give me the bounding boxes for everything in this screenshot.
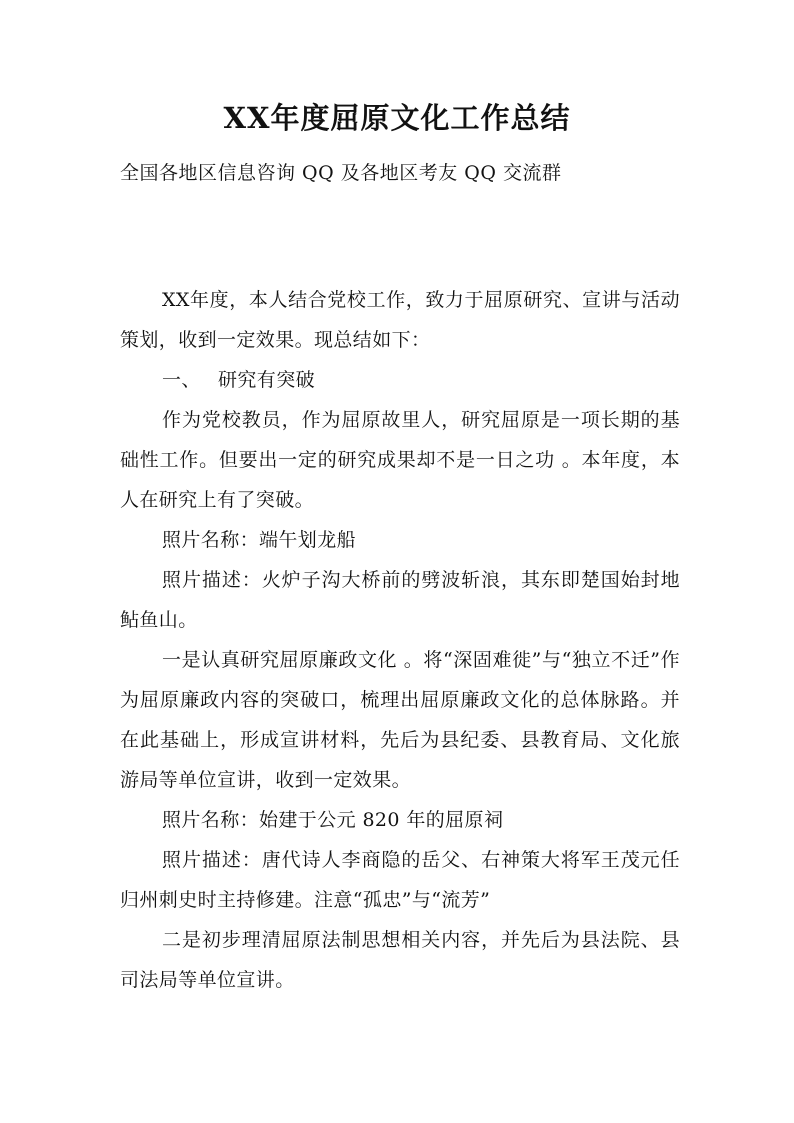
paragraph-integrity-culture: 一是认真研究屈原廉政文化 。将“深固难徙”与“独立不迁”作为屈原廉政内容的突破口，梳理出屈原廉政文化的总体脉路。并在此基础上，形成宣讲材料，先后为县纪委、县教育局、文化旅游局等单位宣讲，收到一定效果。 bbox=[120, 649, 680, 791]
document-body bbox=[120, 280, 680, 1000]
document-title: XX年度屈原文化工作总结 bbox=[223, 101, 571, 135]
section-heading bbox=[120, 360, 680, 400]
paragraph-intro: XX年度，本人结合党校工作，致力于屈原研究、宣讲与活动策划，收到一定效果。现总结如下： bbox=[120, 289, 680, 351]
paragraph-research: 作为党校教员，作为屈原故里人，研究屈原是一项长期的基础性工作。但要出一定的研究成果却不是一日之功 。本年度，本人在研究上有了突破。 bbox=[120, 409, 680, 511]
document-subtitle: 全国各地区信息咨询 QQ 及各地区考友 QQ 交流群 bbox=[120, 162, 562, 184]
photo-description-2: 照片描述：唐代诗人李商隐的岳父、右神策大将军王茂元任归州刺史时主持修建。注意“孤忠”与“流芳” bbox=[120, 849, 680, 911]
section-label: 研究有突破 bbox=[218, 369, 316, 391]
photo-description-1: 照片描述：火炉子沟大桥前的劈波斩浪，其东即楚国始封地鲇鱼山。 bbox=[120, 569, 680, 631]
paragraph-legal-thought: 二是初步理清屈原法制思想相关内容，并先后为县法院、县司法局等单位宣讲。 bbox=[120, 929, 680, 991]
photo-name-1: 照片名称：端午划龙船 bbox=[162, 529, 357, 551]
section-number: 一、 bbox=[162, 369, 201, 391]
photo-name-2: 照片名称：始建于公元 820 年的屈原祠 bbox=[162, 809, 504, 831]
